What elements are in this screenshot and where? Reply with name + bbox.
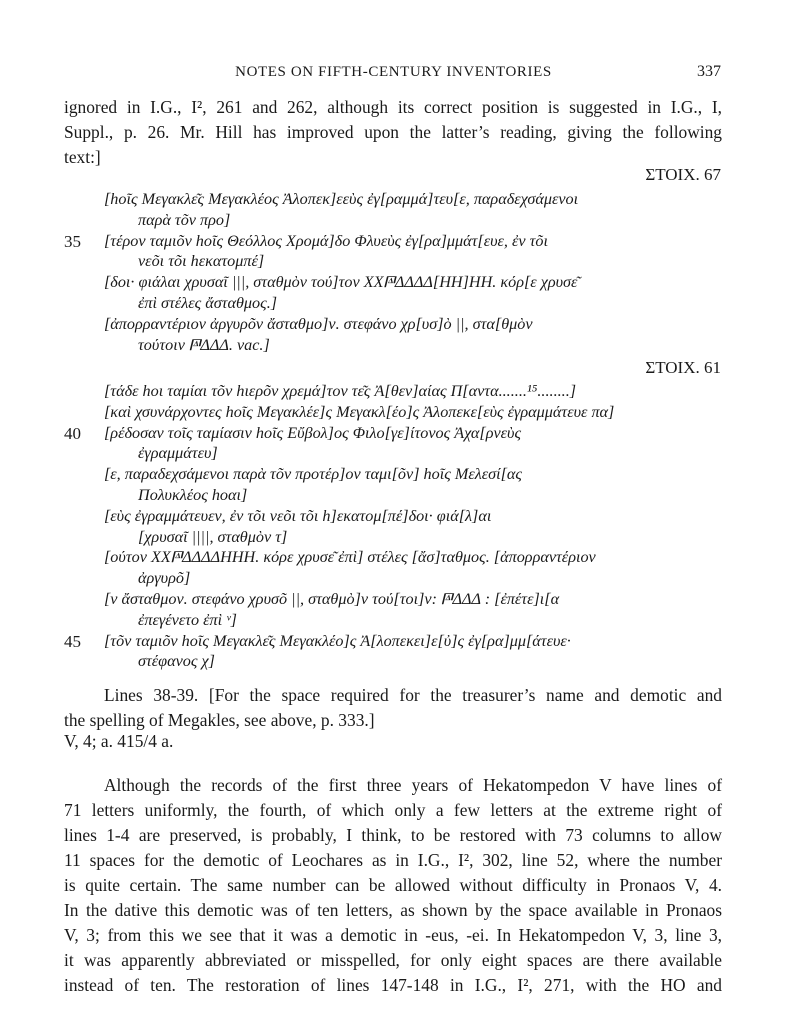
inscription-line: [ἀπορραντέριον ἀργυρõν ἄσταθμο]ν. στεφάνο χρ[υσ]ὸ ||, στα[θμὸν bbox=[104, 314, 533, 333]
inscription-line: [δοι· φιάλαι χρυσαῖ |||, σταθμὸν τού]τον ΧΧ𐅄ΔΔΔΔ[ΗΗ]ΗΗ. κόρ[ε χρυσε͂ bbox=[104, 273, 578, 292]
line-number: 40 bbox=[64, 423, 81, 443]
text-line: instead of ten. The restoration of lines 147-148 in I.G., I², 271, with the ΗΟ and bbox=[64, 975, 722, 995]
inscription-line: [τõν ταμιõν hοῖς Μεγακλε͂ς Μεγακλέο]ς Ἀ[λοπεκει]ε[ὐ]ς ἐγ[ρα]μμ[άτευε· bbox=[104, 631, 571, 650]
inscription-line: [ούτον ΧΧ𐅄ΔΔΔΔΗΗΗ. κόρε χρυσε͂ ἐπὶ] στέλες [ἄσ]ταθμος. [ἀπορραντέριον bbox=[104, 548, 596, 567]
stoichedon-label-61: ΣΤΟΙΧ. 61 bbox=[645, 358, 721, 377]
page-number: 337 bbox=[697, 63, 721, 80]
text-line: Lines 38-39. [For the space required for the treasurer’s name and demotic and bbox=[104, 685, 722, 705]
inscription-line: [hοῖς Μεγακλε͂ς Μεγακλέος Ἀλοπεκ]εεὺς ἐγ[ραμμά]τευ[ε, παραδεχσάμενοι bbox=[104, 190, 579, 208]
text-line: In the dative this demotic was of ten letters, as shown by the space available in Pronaos bbox=[64, 900, 722, 920]
inscription-line: ἐπεγένετο ἐπὶ ᵛ] bbox=[138, 610, 237, 629]
text-line: 11 spaces for the demotic of Leochares as in I.G., I², 302, line 52, where the number bbox=[64, 850, 722, 870]
inscription-line: [τάδε hοι ταμίαι τõν hιερõν χρεμά]τον τε͂ς Ἀ[θεν]αίας Π[αντα.......¹⁵........] bbox=[104, 382, 577, 400]
inscription-line: ἐγραμμάτευ] bbox=[138, 444, 218, 463]
line-number: 45 bbox=[64, 631, 81, 651]
section-heading: V, 4; a. 415/4 a. bbox=[64, 731, 174, 751]
inscription-line: [ε, παραδεχσάμενοι παρὰ τõν προτέρ]ον ταμι[õν] hοῖς Μελεσί[ας bbox=[104, 465, 522, 484]
text-line: Suppl., p. 26. Mr. Hill has improved upon the latter’s reading, giving the following bbox=[64, 122, 722, 142]
stoichedon-label-67: ΣΤΟΙΧ. 67 bbox=[645, 165, 721, 184]
inscription-line: στέφανος χ] bbox=[138, 652, 215, 671]
inscription-line: νεõι τõι hεκατομπέ] bbox=[138, 252, 265, 271]
inscription-line: [χρυσαῖ ||||, σταθμὸν τ] bbox=[138, 527, 288, 546]
text-line: text:] bbox=[64, 147, 101, 167]
inscription-line: Πολυκλέος hοαι] bbox=[138, 486, 248, 504]
text-line: ignored in I.G., I², 261 and 262, although its correct position is suggested in I.G., I, bbox=[64, 97, 722, 117]
line-number: 35 bbox=[64, 231, 81, 251]
text-line: V, 3; from this we see that it was a demotic in -eus, -ei. In Hekatompedon V, 3, line 3, bbox=[64, 925, 722, 945]
inscription-line: [τέρον ταμιõν hοῖς Θεόλλος Χρομά]δο Φλυεὺς ἐγ[ρα]μμάτ[ευε, ἐν τõι bbox=[104, 231, 548, 250]
text-line: lines 1-4 are preserved, is probably, I think, to be restored with 73 columns to allow bbox=[64, 825, 722, 845]
text-line: Although the records of the first three years of Hekatompedon V have lines of bbox=[104, 775, 722, 795]
inscription-line: παρὰ τõν προ] bbox=[138, 210, 231, 229]
inscription-line: [εὺς ἐγραμμάτευεν, ἐν τõι νεõι τõι h]εκατομ[πέ]δοι· φιά[λ]αι bbox=[104, 506, 492, 525]
text-line: it was apparently abbreviated or misspelled, for only eight spaces are there available bbox=[64, 950, 722, 970]
text-line: 71 letters uniformly, the fourth, of which only a few letters at the extreme right of bbox=[64, 800, 722, 820]
running-header: NOTES ON FIFTH-CENTURY INVENTORIES bbox=[235, 64, 552, 80]
inscription-line: ἀργυρõ] bbox=[138, 569, 191, 588]
inscription-line: ἐπὶ στέλες ἄσταθμος.] bbox=[138, 294, 278, 312]
inscription-line: [καὶ χσυνάρχοντες hοῖς Μεγακλέε]ς Μεγακλ[έο]ς Ἀλοπεκε[εὺς ἐγραμμάτευε πα] bbox=[104, 402, 615, 421]
text-line: the spelling of Megakles, see above, p. 333.] bbox=[64, 710, 375, 730]
inscription-line: [ρέδοσαν τοῖς ταμίασιν hοῖς Εὔβολ]ος Φιλο[γε]ίτονος Ἀχα[ρνεὺς bbox=[104, 423, 522, 442]
inscription-line: τούτοιν 𐅄ΔΔΔ. vac.] bbox=[138, 335, 270, 354]
text-line: is quite certain. The same number can be allowed without difficulty in Pronaos V, 4. bbox=[64, 875, 722, 895]
inscription-line: [ν ἄσταθμον. στεφάνο χρυσõ ||, σταθμὸ]ν τού[τοι]ν: 𐅄ΔΔΔ : [ἐπέτε]ι[α bbox=[104, 590, 560, 608]
